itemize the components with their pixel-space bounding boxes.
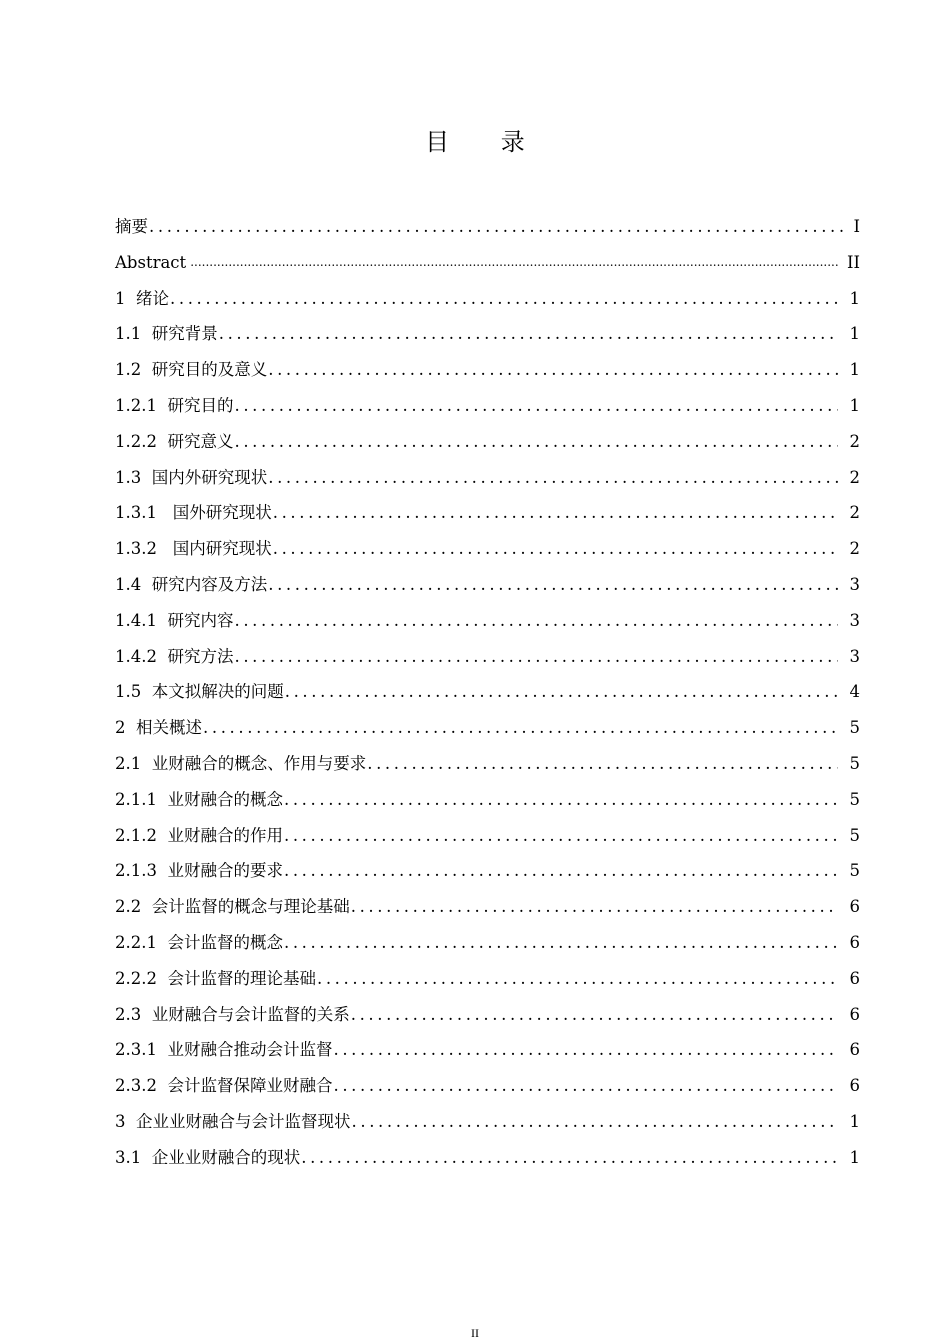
toc-entry-label: 3.1 企业业财融合的现状 bbox=[115, 1147, 301, 1167]
toc-entry[interactable] bbox=[115, 1140, 860, 1176]
toc-leader-dots bbox=[284, 818, 838, 854]
toc-entry-label: 2.1.3 业财融合的要求 bbox=[115, 861, 283, 881]
toc-leader-dots bbox=[351, 889, 838, 925]
toc-entry[interactable] bbox=[115, 639, 860, 675]
toc-leader-dots bbox=[170, 281, 838, 317]
toc-entry-label: 2.2.2 会计监督的理论基础 bbox=[115, 968, 316, 988]
toc-leader-dots bbox=[234, 424, 838, 460]
page-number-footer: II bbox=[471, 1326, 479, 1340]
toc-entry-label: 1.1 研究背景 bbox=[115, 324, 218, 344]
toc-leader-dots bbox=[367, 746, 838, 782]
toc-entry-page: 3 bbox=[849, 574, 860, 594]
toc-entry-label: Abstract bbox=[115, 252, 187, 272]
toc-leader-dots bbox=[234, 639, 838, 675]
toc-entry[interactable] bbox=[115, 495, 860, 531]
toc-leader-dots bbox=[285, 674, 838, 710]
toc-entry[interactable] bbox=[115, 818, 860, 854]
toc-entry-page: 5 bbox=[849, 718, 860, 738]
toc-entry-page: 6 bbox=[849, 1040, 860, 1060]
toc-entry-page: 3 bbox=[849, 610, 860, 630]
toc-entry-page: 3 bbox=[849, 646, 860, 666]
toc-leader-dots bbox=[234, 603, 838, 639]
toc-entry[interactable] bbox=[115, 316, 860, 352]
toc-entry[interactable] bbox=[115, 925, 860, 961]
toc-entry-label: 2.3.2 会计监督保障业财融合 bbox=[115, 1076, 333, 1096]
toc-entry-page: 1 bbox=[849, 360, 860, 380]
toc-leader-dots bbox=[234, 388, 838, 424]
toc-entry-page: 1 bbox=[849, 1111, 860, 1131]
toc-leader-dots bbox=[333, 1068, 838, 1104]
toc-entry[interactable] bbox=[115, 388, 860, 424]
toc-leader-dots bbox=[190, 245, 838, 281]
toc-entry[interactable] bbox=[115, 674, 860, 710]
toc-entry[interactable] bbox=[115, 961, 860, 997]
toc-entry-page: 5 bbox=[849, 789, 860, 809]
toc-entry-label: 1.4 研究内容及方法 bbox=[115, 574, 268, 594]
toc-entry-label: 3 企业业财融合与会计监督现状 bbox=[115, 1111, 351, 1131]
toc-entry-page: 1 bbox=[849, 1147, 860, 1167]
toc-entry[interactable] bbox=[115, 245, 860, 281]
toc-entry[interactable] bbox=[115, 853, 860, 889]
toc-entry-page: 1 bbox=[849, 324, 860, 344]
toc-entry-page: 6 bbox=[849, 968, 860, 988]
toc-entry-label: 2 相关概述 bbox=[115, 718, 202, 738]
toc-entry-page: 2 bbox=[849, 539, 860, 559]
toc-entry[interactable] bbox=[115, 997, 860, 1033]
toc-entry[interactable] bbox=[115, 531, 860, 567]
toc-entry[interactable] bbox=[115, 710, 860, 746]
toc-entry[interactable] bbox=[115, 352, 860, 388]
toc-entry[interactable] bbox=[115, 746, 860, 782]
toc-leader-dots bbox=[301, 1140, 838, 1176]
toc-entry[interactable] bbox=[115, 460, 860, 496]
toc-entry-page: I bbox=[853, 217, 860, 236]
toc-entry[interactable] bbox=[115, 209, 860, 245]
toc-entry-page: 5 bbox=[849, 753, 860, 773]
toc-entry-label: 1.3.1 国外研究现状 bbox=[115, 503, 272, 523]
toc-entry-label: 2.1 业财融合的概念、作用与要求 bbox=[115, 753, 367, 773]
toc-entry-label: 1.3.2 国内研究现状 bbox=[115, 539, 272, 559]
toc-leader-dots bbox=[268, 352, 838, 388]
toc-entry-page: 6 bbox=[849, 1076, 860, 1096]
toc-leader-dots bbox=[219, 316, 838, 352]
toc-entry-page: 6 bbox=[849, 932, 860, 952]
toc-entry[interactable] bbox=[115, 603, 860, 639]
toc-entry-label: 2.3 业财融合与会计监督的关系 bbox=[115, 1004, 350, 1024]
toc-leader-dots bbox=[284, 782, 838, 818]
toc-entry-page: 5 bbox=[849, 825, 860, 845]
toc-entry-label: 2.1.2 业财融合的作用 bbox=[115, 825, 283, 845]
toc-entry-label: 1.5 本文拟解决的问题 bbox=[115, 682, 284, 702]
toc-entry-label: 1.2.2 研究意义 bbox=[115, 431, 234, 451]
page-title: 目 录 bbox=[425, 128, 547, 156]
toc-entry-label: 2.1.1 业财融合的概念 bbox=[115, 789, 283, 809]
toc-entry-page: 2 bbox=[849, 467, 860, 487]
toc-entry[interactable] bbox=[115, 567, 860, 603]
toc-leader-dots bbox=[268, 567, 838, 603]
toc-entry-label: 1.2 研究目的及意义 bbox=[115, 360, 268, 380]
toc-leader-dots bbox=[284, 853, 838, 889]
toc-entry-label: 1.4.1 研究内容 bbox=[115, 610, 234, 630]
toc-entry-label: 1.2.1 研究目的 bbox=[115, 395, 234, 415]
toc-leader-dots bbox=[268, 460, 838, 496]
toc-leader-dots bbox=[149, 209, 849, 245]
toc-entry-label: 2.2.1 会计监督的概念 bbox=[115, 932, 283, 952]
toc-leader-dots bbox=[317, 961, 838, 997]
toc-entry-label: 2.3.1 业财融合推动会计监督 bbox=[115, 1040, 333, 1060]
toc-entry[interactable] bbox=[115, 1068, 860, 1104]
toc-leader-dots bbox=[203, 710, 838, 746]
toc-entry[interactable] bbox=[115, 281, 860, 317]
toc-entry-page: 1 bbox=[849, 288, 860, 308]
toc-entry[interactable] bbox=[115, 1032, 860, 1068]
toc-entry-page: 2 bbox=[849, 431, 860, 451]
toc-leader-dots bbox=[273, 531, 838, 567]
toc-entry-label: 1 绪论 bbox=[115, 288, 169, 308]
toc-entry-page: 5 bbox=[849, 861, 860, 881]
toc-leader-dots bbox=[273, 495, 838, 531]
toc-entry-page: 6 bbox=[849, 1004, 860, 1024]
toc-entry-page: 6 bbox=[849, 897, 860, 917]
toc-entry-label: 2.2 会计监督的概念与理论基础 bbox=[115, 897, 350, 917]
toc-leader-dots bbox=[333, 1032, 838, 1068]
toc-entry-page: 1 bbox=[849, 395, 860, 415]
toc-leader-dots bbox=[352, 1104, 839, 1140]
toc-entry-page: 2 bbox=[849, 503, 860, 523]
toc-entry-label: 摘要 bbox=[115, 217, 148, 236]
toc-entry-label: 1.3 国内外研究现状 bbox=[115, 467, 268, 487]
toc-entry[interactable] bbox=[115, 889, 860, 925]
toc-leader-dots bbox=[284, 925, 838, 961]
toc-entry-page: 4 bbox=[849, 682, 860, 702]
toc-entry-label: 1.4.2 研究方法 bbox=[115, 646, 234, 666]
toc-entry-page: II bbox=[846, 252, 860, 272]
table-of-contents bbox=[115, 209, 860, 1176]
toc-leader-dots bbox=[351, 997, 838, 1033]
toc-entry[interactable] bbox=[115, 782, 860, 818]
toc-entry[interactable] bbox=[115, 1104, 860, 1140]
toc-entry[interactable] bbox=[115, 424, 860, 460]
